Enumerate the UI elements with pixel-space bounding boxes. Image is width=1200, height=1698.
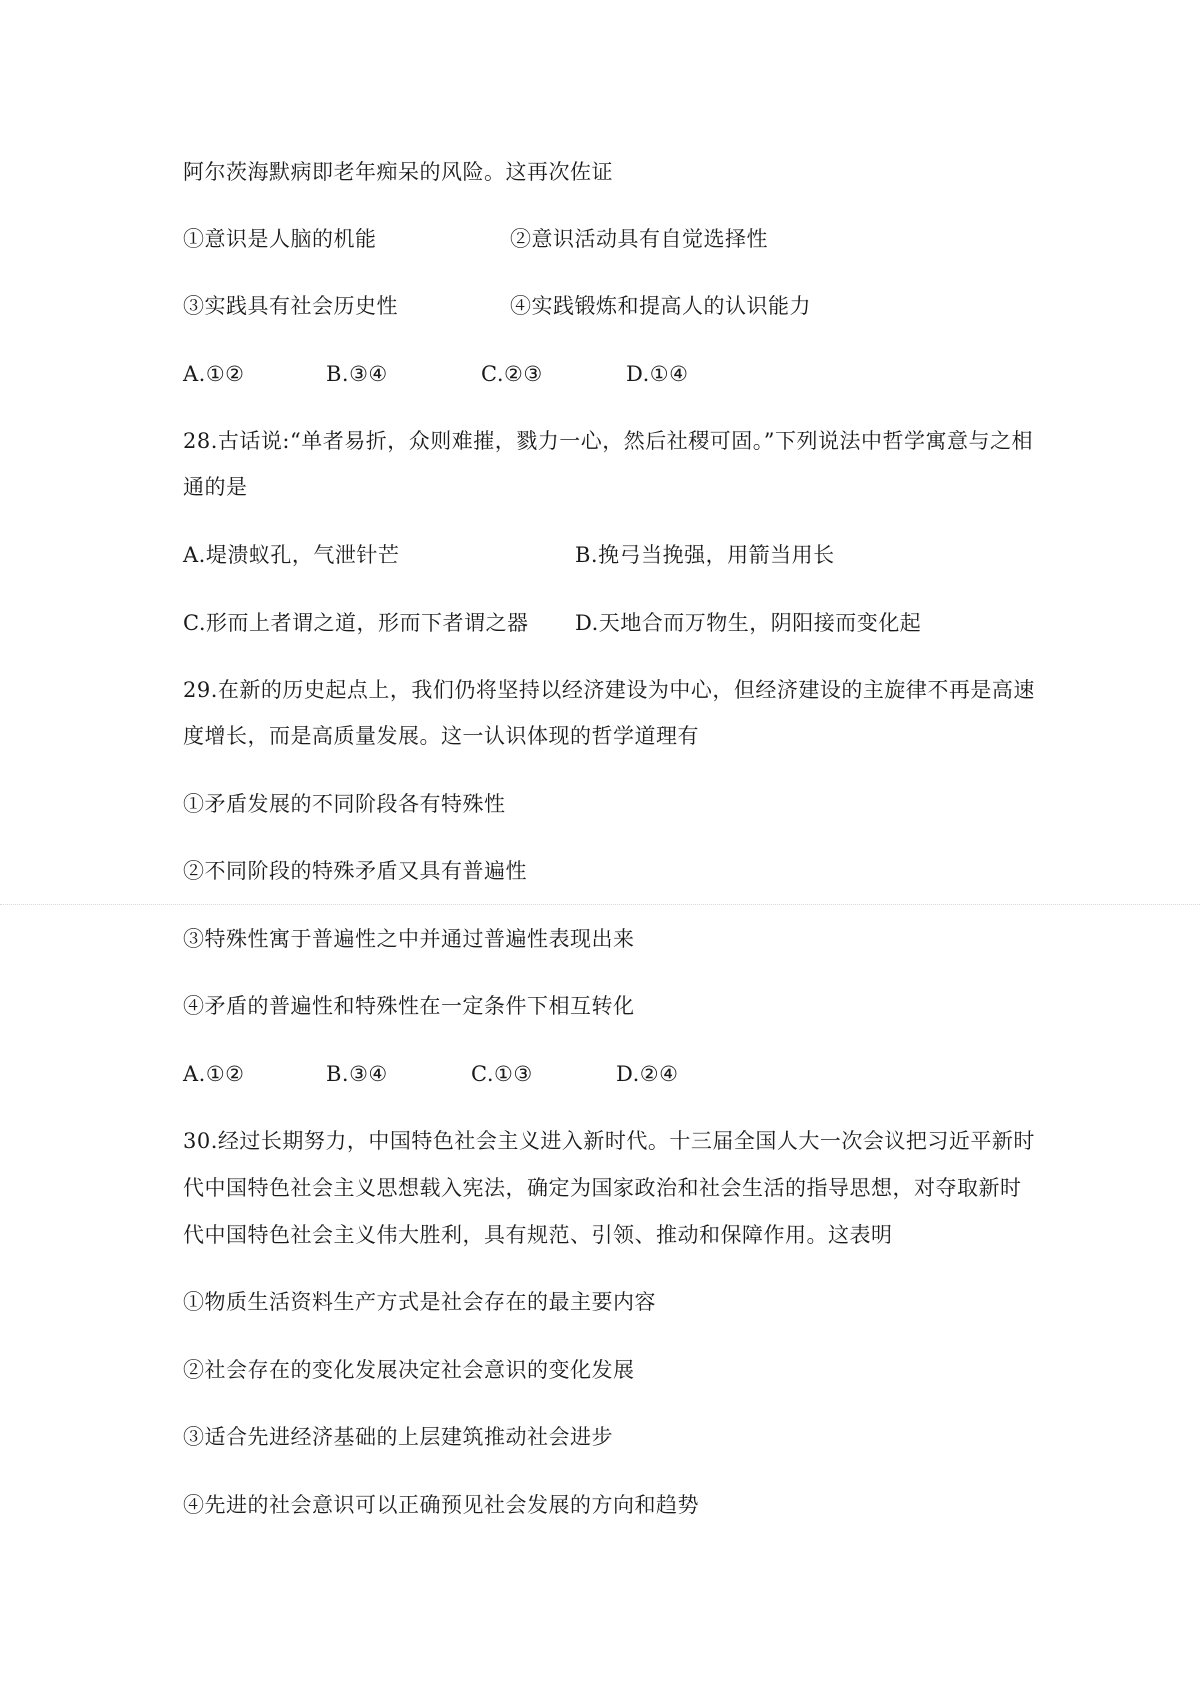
q27-stem-tail: 阿尔茨海默病即老年痴呆的风险。这再次佐证 xyxy=(183,160,613,184)
q28-choice-b: B.挽弓当挽强，用箭当用长 xyxy=(575,543,835,567)
q29-item-1: ①矛盾发展的不同阶段各有特殊性 xyxy=(183,792,506,816)
q27-choice-c: C.②③ xyxy=(481,362,543,386)
q30-stem-line-1: 30.经过长期努力，中国特色社会主义进入新时代。十三届全国人大一次会议把习近平新时 xyxy=(183,1129,1035,1153)
q27-item-3: ③实践具有社会历史性 xyxy=(183,294,398,318)
q30-item-4: ④先进的社会意识可以正确预见社会发展的方向和趋势 xyxy=(183,1493,699,1517)
q30-stem-line-2: 代中国特色社会主义思想载入宪法，确定为国家政治和社会生活的指导思想，对夺取新时 xyxy=(183,1176,1022,1200)
q30-stem-line-3: 代中国特色社会主义伟大胜利，具有规范、引领、推动和保障作用。这表明 xyxy=(183,1223,893,1247)
q29-item-3: ③特殊性寓于普遍性之中并通过普遍性表现出来 xyxy=(183,927,635,951)
q28-stem-line-2: 通的是 xyxy=(183,475,248,499)
q27-item-1: ①意识是人脑的机能 xyxy=(183,227,377,251)
q29-choice-c: C.①③ xyxy=(471,1062,533,1086)
q29-choice-a: A.①② xyxy=(183,1062,245,1086)
q28-stem-line-1: 28.古话说:“单者易折，众则难摧，戮力一心，然后社稷可固。”下列说法中哲学寓意与之相 xyxy=(183,429,1033,453)
q29-stem-line-1: 29.在新的历史起点上，我们仍将坚持以经济建设为中心，但经济建设的主旋律不再是高速 xyxy=(183,678,1035,702)
q28-choice-a: A.堤溃蚁孔，气泄针芒 xyxy=(183,543,400,567)
q27-item-4: ④实践锻炼和提高人的认识能力 xyxy=(510,294,811,318)
q28-choice-d: D.天地合而万物生，阴阳接而变化起 xyxy=(575,611,922,635)
q27-choice-a: A.①② xyxy=(183,362,245,386)
q30-item-1: ①物质生活资料生产方式是社会存在的最主要内容 xyxy=(183,1290,656,1314)
q30-item-2: ②社会存在的变化发展决定社会意识的变化发展 xyxy=(183,1358,635,1382)
q29-item-4: ④矛盾的普遍性和特殊性在一定条件下相互转化 xyxy=(183,994,635,1018)
q27-item-2: ②意识活动具有自觉选择性 xyxy=(510,227,768,251)
page-divider xyxy=(0,904,1200,905)
q27-choice-d: D.①④ xyxy=(626,362,689,386)
q28-choice-c: C.形而上者谓之道，形而下者谓之器 xyxy=(183,611,529,635)
q30-item-3: ③适合先进经济基础的上层建筑推动社会进步 xyxy=(183,1425,613,1449)
q29-choice-b: B.③④ xyxy=(326,1062,388,1086)
q29-choice-d: D.②④ xyxy=(616,1062,679,1086)
q27-choice-b: B.③④ xyxy=(326,362,388,386)
q29-stem-line-2: 度增长，而是高质量发展。这一认识体现的哲学道理有 xyxy=(183,724,699,748)
q29-item-2: ②不同阶段的特殊矛盾又具有普遍性 xyxy=(183,859,527,883)
